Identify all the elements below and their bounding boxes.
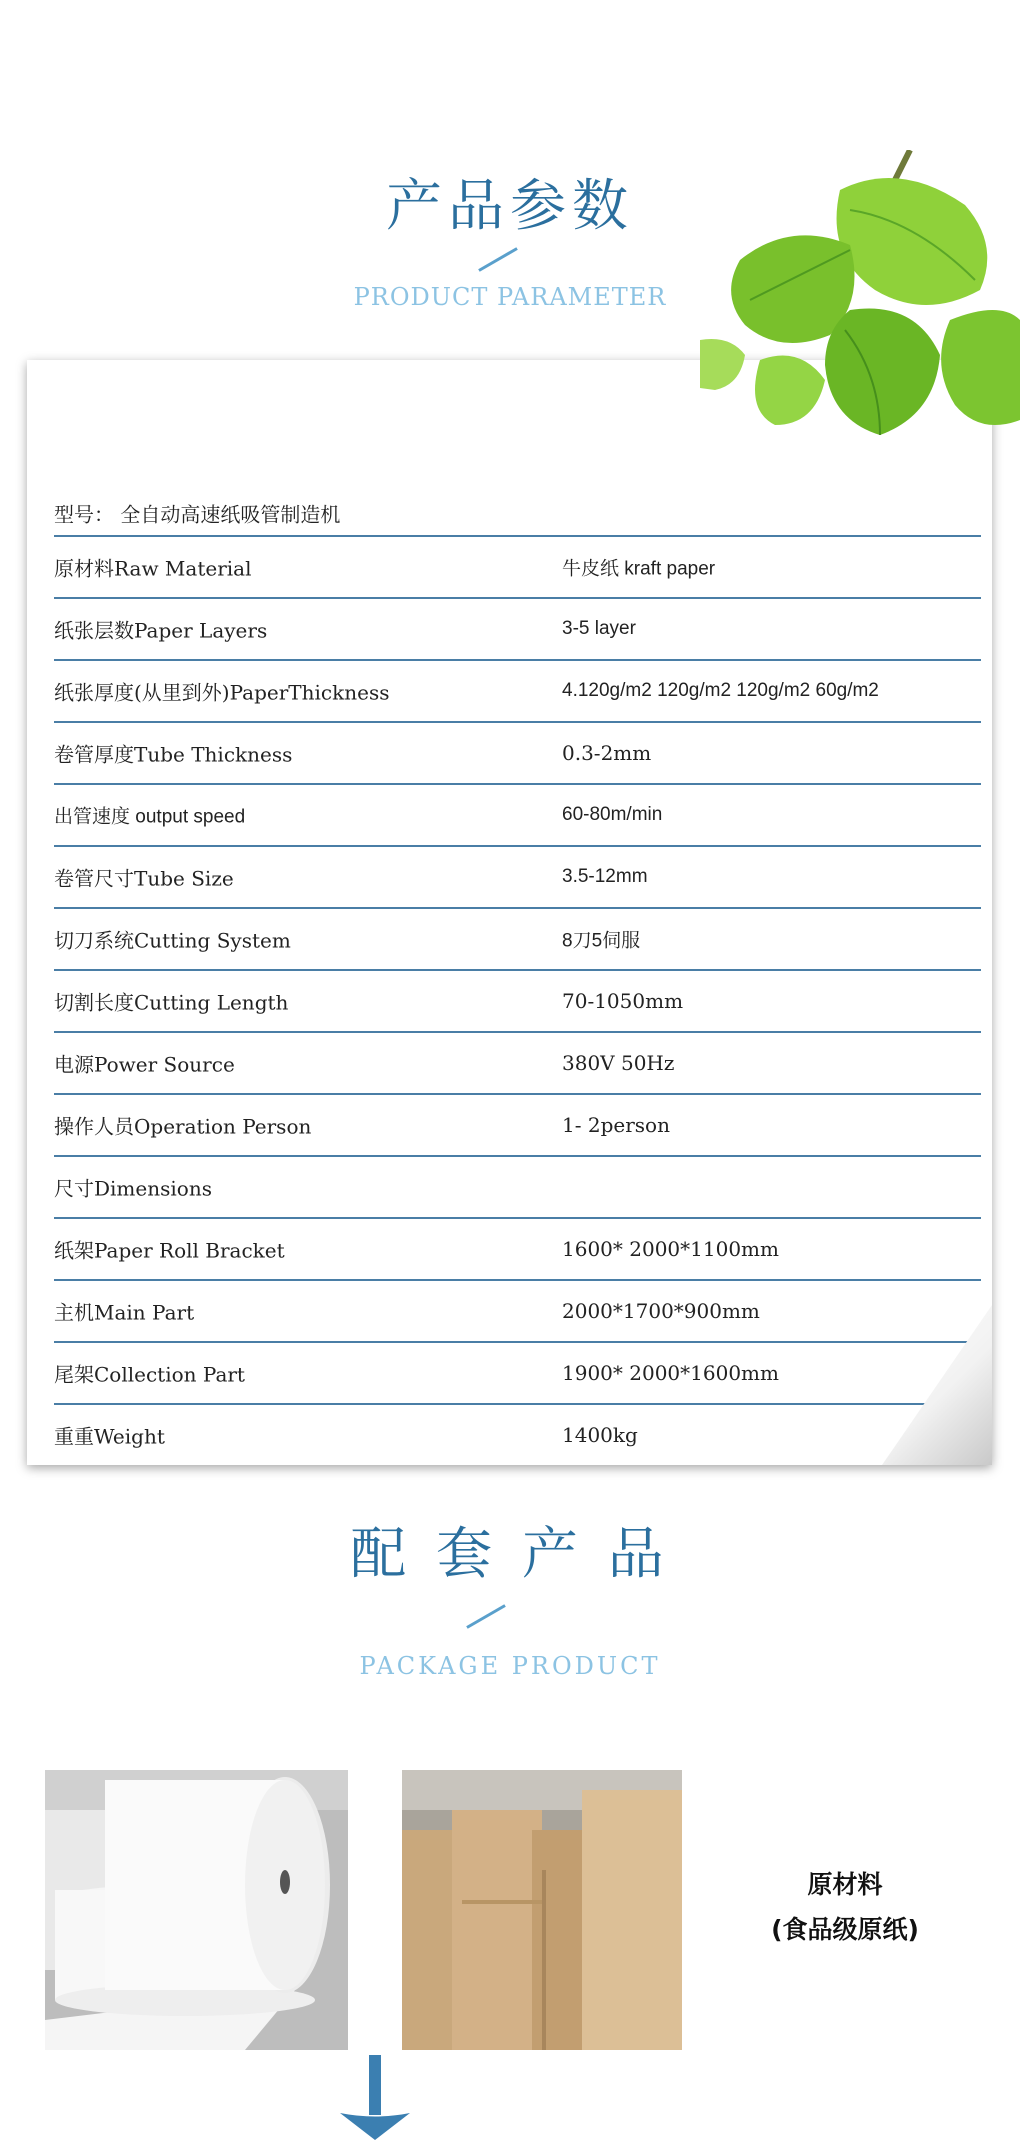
spec-value: 1- 2person <box>562 1113 670 1137</box>
spec-label: 重重Weight <box>54 1424 165 1449</box>
table-row <box>54 1405 981 1465</box>
title-divider <box>478 247 518 272</box>
table-row <box>54 490 981 537</box>
spec-value: 1600* 2000*1100mm <box>562 1237 779 1261</box>
spec-label: 原材料Raw Material <box>54 556 252 581</box>
table-row <box>54 1219 981 1281</box>
spec-value: 0.3-2mm <box>562 741 652 765</box>
spec-value: 4.120g/m2 120g/m2 120g/m2 60g/m2 <box>562 680 879 701</box>
table-row <box>54 599 981 661</box>
spec-table <box>54 490 981 1465</box>
arrow-down-icon <box>340 2055 410 2140</box>
spec-label: 尾架Collection Part <box>54 1362 245 1387</box>
spec-value: 380V 50Hz <box>562 1051 675 1075</box>
spec-value: 1900* 2000*1600mm <box>562 1361 779 1385</box>
spec-label: 尺寸Dimensions <box>54 1176 212 1201</box>
spec-label: 出管速度 output speed <box>54 806 246 828</box>
spec-label: 纸张层数Paper Layers <box>54 618 268 643</box>
spec-value: 1400kg <box>562 1423 638 1447</box>
kraft-paper-roll-image <box>402 1770 682 2050</box>
spec-card <box>27 360 992 1465</box>
table-row <box>54 1157 981 1219</box>
spec-value: 2000*1700*900mm <box>562 1299 760 1323</box>
spec-label: 主机Main Part <box>54 1300 195 1325</box>
model-label: 型号： 全自动高速纸吸管制造机 <box>54 502 341 526</box>
spec-label: 纸张厚度(从里到外)PaperThickness <box>54 680 390 705</box>
white-paper-roll-image <box>45 1770 348 2050</box>
table-row <box>54 1033 981 1095</box>
product-caption <box>760 1862 930 1952</box>
spec-label: 卷管尺寸Tube Size <box>54 866 234 891</box>
table-row <box>54 723 981 785</box>
table-row <box>54 661 981 723</box>
spec-value: 8刀5伺服 <box>562 930 641 952</box>
parameter-subtitle: PRODUCT PARAMETER <box>353 283 667 311</box>
table-row <box>54 909 981 971</box>
spec-value: 3.5-12mm <box>562 866 648 887</box>
package-title: 配 套 产 品 <box>350 1522 670 1587</box>
table-row <box>54 537 981 599</box>
table-row <box>54 847 981 909</box>
table-row <box>54 1343 981 1405</box>
spec-label: 卷管厚度Tube Thickness <box>54 742 293 767</box>
spec-label: 电源Power Source <box>54 1052 235 1077</box>
spec-value: 3-5 layer <box>562 618 636 639</box>
parameter-title: 产品参数 <box>386 174 634 239</box>
leaf-decoration <box>700 150 1020 445</box>
caption-line: (食品级原纸) <box>771 1915 919 1944</box>
spec-value: 牛皮纸 kraft paper <box>562 558 716 580</box>
spec-label: 纸架Paper Roll Bracket <box>54 1238 285 1263</box>
spec-value: 60-80m/min <box>562 804 663 825</box>
table-row <box>54 785 981 847</box>
spec-label: 操作人员Operation Person <box>54 1114 312 1139</box>
title-divider <box>466 1604 506 1629</box>
spec-label: 切割长度Cutting Length <box>54 990 289 1015</box>
table-row <box>54 1095 981 1157</box>
package-subtitle: PACKAGE PRODUCT <box>359 1652 661 1680</box>
spec-value: 70-1050mm <box>562 989 684 1013</box>
caption-line: 原材料 <box>807 1870 883 1899</box>
table-row <box>54 971 981 1033</box>
table-row <box>54 1281 981 1343</box>
spec-label: 切刀系统Cutting System <box>54 928 291 953</box>
